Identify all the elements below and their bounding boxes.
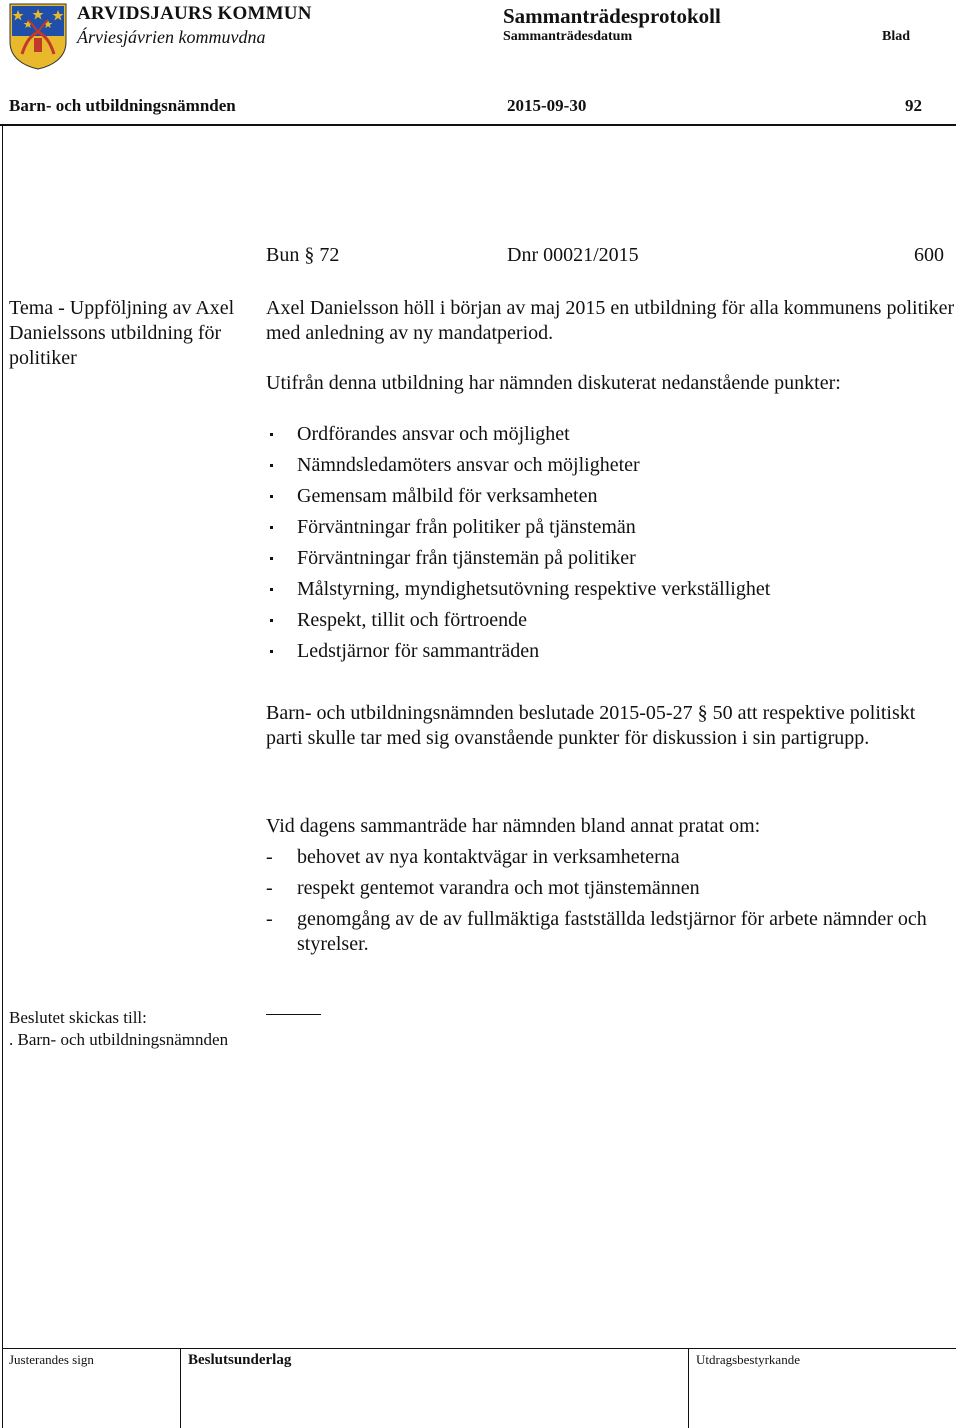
list-item: Respekt, tillit och förtroende	[266, 608, 956, 633]
municipality-name-sami: Árviesjávrien kommuvdna	[77, 27, 266, 47]
distribution-label: Beslutet skickas till:	[9, 1008, 147, 1027]
municipality-coat-of-arms-icon	[8, 2, 68, 70]
document-type: Sammanträdesprotokoll	[503, 4, 721, 28]
footer-divider	[2, 1348, 956, 1349]
meeting-date: 2015-09-30	[507, 96, 587, 115]
decision-basis-label: Beslutsunderlag	[188, 1352, 292, 1368]
list-item: - behovet av nya kontaktvägar in verksamheterna	[266, 845, 956, 870]
archive-code: 600	[914, 244, 944, 266]
end-of-paragraph-line	[266, 1014, 321, 1015]
diary-number: Dnr 00021/2015	[507, 244, 639, 266]
list-item: Gemensam målbild för verksamheten	[266, 484, 956, 509]
header-divider	[0, 124, 956, 126]
today-intro: Vid dagens sammanträde har nämnden bland annat pratat om:	[266, 815, 761, 837]
list-item: Målstyrning, myndighetsutövning respektive verkställighet	[266, 577, 956, 602]
municipality-name: ARVIDSJAURS KOMMUN	[77, 3, 312, 24]
page-number: 92	[905, 96, 922, 115]
today-points-list	[266, 845, 956, 963]
footer-column-divider	[180, 1348, 181, 1428]
decision-text: Barn- och utbildningsnämnden beslutade 2015-05-27 § 50 att respektive politiskt parti skulle tar med sig ovanstående punkter för diskussion i sin partigrupp.	[266, 702, 916, 749]
intro-text: Axel Danielsson höll i början av maj 2015 en utbildning för alla kommunens politiker med anledning av ny mandatperiod.	[266, 297, 955, 344]
extract-certification-label: Utdragsbestyrkande	[696, 1352, 800, 1367]
left-frame-line	[2, 126, 3, 1428]
list-item: Förväntningar från tjänstemän på politiker	[266, 546, 956, 571]
list-item: Nämndsledamöters ansvar och möjligheter	[266, 453, 956, 478]
discussed-points-list	[266, 422, 956, 670]
list-item: - respekt gentemot varandra och mot tjänstemännen	[266, 876, 956, 901]
paragraph-number: Bun § 72	[266, 244, 340, 266]
discussed-intro: Utifrån denna utbildning har nämnden diskuterat nedanstående punkter:	[266, 372, 841, 394]
signature-label: Justerandes sign	[9, 1352, 94, 1367]
meeting-date-label: Sammanträdesdatum	[503, 29, 633, 44]
paragraph-topic: Tema - Uppföljning av Axel Danielssons utbildning för politiker	[9, 297, 235, 369]
list-item: Förväntningar från politiker på tjänstemän	[266, 515, 956, 540]
footer-column-divider	[688, 1348, 689, 1428]
committee-name: Barn- och utbildningsnämnden	[9, 96, 236, 115]
list-item: Ordförandes ansvar och möjlighet	[266, 422, 956, 447]
page-label: Blad	[882, 29, 911, 44]
list-item: Ledstjärnor för sammanträden	[266, 639, 956, 664]
distribution-recipients: . Barn- och utbildningsnämnden	[9, 1030, 229, 1049]
list-item: - genomgång av de av fullmäktiga fastställda ledstjärnor för arbete nämnder och styrelser.	[266, 907, 956, 957]
